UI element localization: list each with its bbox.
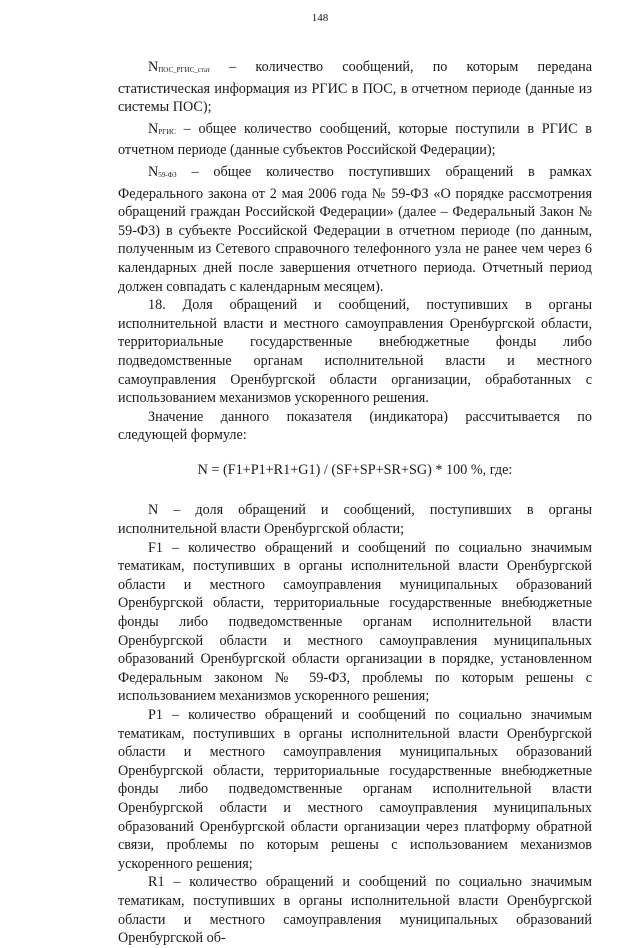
paragraph-n-rgis <box>118 120 592 160</box>
formula: N = (F1+P1+R1+G1) / (SF+SP+SR+SG) * 100 %, где: <box>197 461 513 478</box>
paragraph-text: – общее количество поступивших обращений в рамках Федерального закона от 2 мая 2006 года № 59-ФЗ «О порядке рассмотрения обращений граждан Российской Федерации» (далее – Федеральный Закон № 59-ФЗ) в субъекте Российской Федерации в отчетном периоде (по данным, полученным из Сетевого справочного телефонного узла не ранее чем через 6 календарных дней после завершения отчетного периода. Отчетный период должен совпадать с календарным месяцем). <box>118 163 592 295</box>
symbol-letter: N <box>148 59 159 75</box>
paragraph-f1-definition: F1 – количество обращений и сообщений по социально значимым тематикам, поступивших в органы исполнительной власти Оренбургской области и местного самоуправления муниципальных образований Оренбургской области, территориальные государственные внебюджетные фонды либо подведомственные органам исполнительной власти Оренбургской области и местного самоуправления муниципальных образований Оренбургской области организации в порядке, установленном Федеральным законом № 59-ФЗ, проблемы по которым решены с использованием механизмов ускоренного решения; <box>118 539 592 705</box>
page-number: 148 <box>311 12 329 24</box>
symbol-letter: N <box>148 163 159 180</box>
paragraph-n-59fz <box>118 163 592 296</box>
paragraph-n-definition: N – доля обращений и сообщений, поступивших в органы исполнительной власти Оренбургской области; <box>118 502 592 538</box>
paragraph-n-pos-rgis-stat <box>118 58 592 117</box>
symbol-letter: N <box>148 120 159 137</box>
symbol-n-pos-rgis-stat <box>148 59 210 75</box>
document-body <box>118 58 592 948</box>
symbol-n-rgis <box>148 121 176 137</box>
paragraph-formula-intro: Значение данного показателя (индикатора) рассчитывается по следующей формуле: <box>118 408 592 444</box>
paragraph-text: – количество сообщений, по которым передана статистическая информация из РГИС в ПОС, в отчетном периоде (данные из системы ПОС); <box>118 59 592 116</box>
symbol-subscript: ПОС_РГИС_стат <box>158 66 211 74</box>
paragraph-text: – общее количество сообщений, которые поступили в РГИС в отчетном периоде (данные субъектов Российской Федерации); <box>118 120 592 159</box>
symbol-subscript: РГИС <box>158 127 176 136</box>
paragraph-r1-definition: R1 – количество обращений и сообщений по социально значимым тематикам, поступивших в органы исполнительной власти Оренбургской области и местного самоуправления муниципальных образований Оренбургской об- <box>118 874 592 947</box>
paragraph-item-18: 18. Доля обращений и сообщений, поступивших в органы исполнительной власти и местного самоуправления Оренбургской области, территориальные государственные внебюджетные фонды либо подведомственные органам исполнительной власти и местного самоуправления Оренбургской области организации, обработанных с использованием механизмов ускоренного решения. <box>118 297 592 407</box>
paragraph-p1-definition: P1 – количество обращений и сообщений по социально значимым тематикам, поступивших в органы исполнительной власти Оренбургской области и местного самоуправления муниципальных образований Оренбургской области, территориальные государственные внебюджетные фонды либо подведомственные органам исполнительной власти Оренбургской области и местного самоуправления муниципальных образований Оренбургской области организации через платформу обратной связи, проблемы по которым решены с использованием механизмов ускоренного решения; <box>118 707 592 872</box>
symbol-n-59fz <box>148 164 177 180</box>
symbol-subscript: 59-ФЗ <box>158 170 177 179</box>
